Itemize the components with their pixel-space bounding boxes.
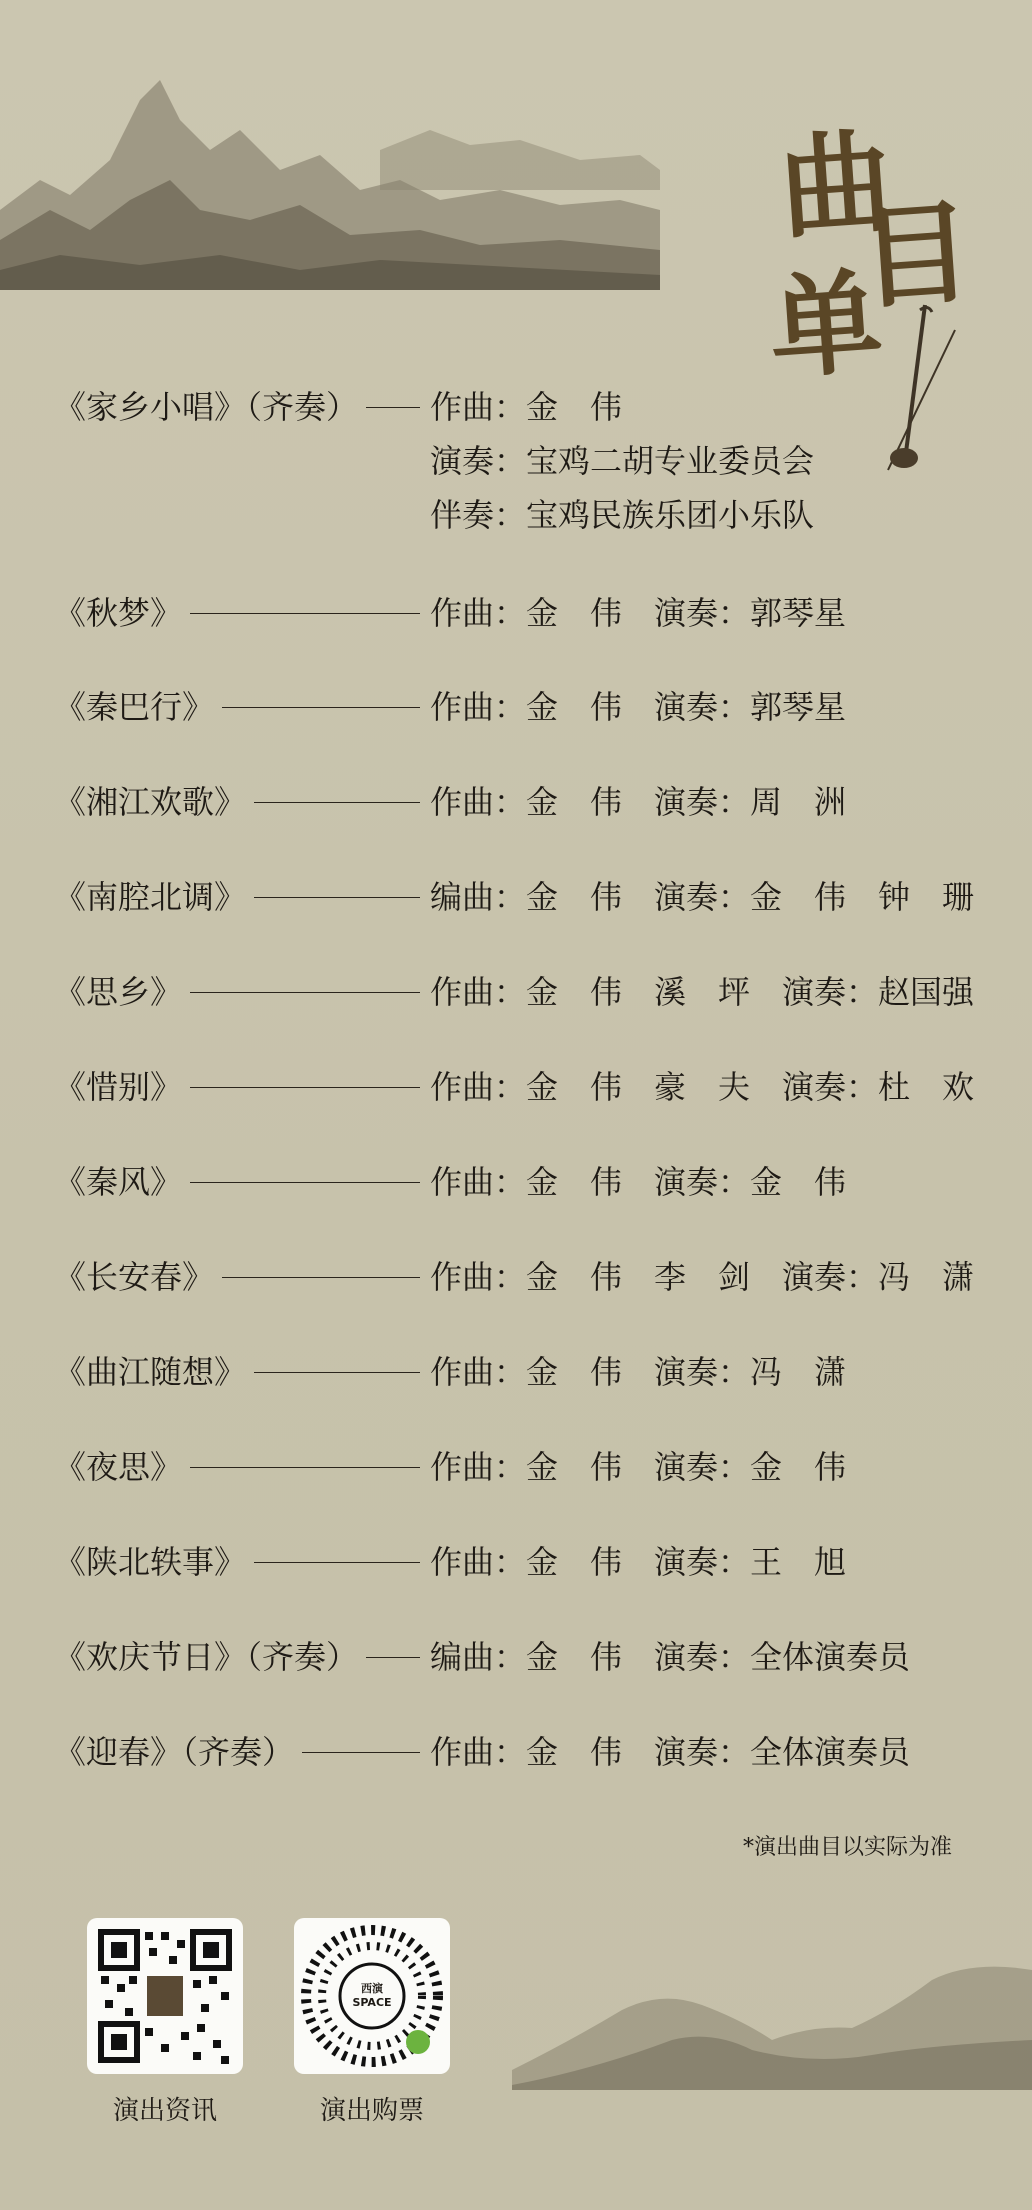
piece-name: 《思乡》 xyxy=(54,973,183,1011)
landscape-painting-top xyxy=(0,60,660,290)
program-item xyxy=(54,1440,430,1494)
leader-line xyxy=(190,1087,420,1088)
piece-credit: 作曲：金 伟 豪 夫 演奏：杜 欢 xyxy=(430,1068,975,1106)
leader-line xyxy=(254,897,420,898)
leader-line xyxy=(254,802,420,803)
piece-credit: 演奏：宝鸡二胡专业委员会 xyxy=(430,442,815,480)
program-item xyxy=(54,1060,430,1114)
program-item xyxy=(54,1345,430,1399)
landscape-hills-bottom xyxy=(512,1950,1032,2090)
program-item xyxy=(54,680,430,734)
piece-credit: 作曲：金 伟 演奏：冯 潇 xyxy=(430,1353,847,1391)
piece-name: 《秋梦》 xyxy=(54,594,183,632)
program-item xyxy=(54,775,430,829)
program-item xyxy=(54,1250,430,1304)
leader-line xyxy=(366,407,420,408)
piece-name: 《家乡小唱》（齐奏） xyxy=(54,388,359,426)
qr-label-ticket: 演出购票 xyxy=(319,2096,424,2126)
qr-code-info[interactable] xyxy=(87,1918,243,2074)
piece-name: 《惜别》 xyxy=(54,1068,183,1106)
piece-credit: 作曲：金 伟 演奏：金 伟 xyxy=(430,1448,847,1486)
piece-name: 《迎春》（齐奏） xyxy=(54,1733,295,1771)
piece-credit: 作曲：金 伟 xyxy=(430,388,623,426)
program-item xyxy=(54,586,430,640)
erhu-icon xyxy=(880,300,970,480)
piece-name: 《秦巴行》 xyxy=(54,688,215,726)
leader-line xyxy=(190,992,420,993)
piece-name: 《欢庆节日》（齐奏） xyxy=(54,1638,359,1676)
program-item xyxy=(54,1155,430,1209)
leader-line xyxy=(190,1182,420,1183)
qr-code-ticket[interactable] xyxy=(294,1918,450,2074)
leader-line xyxy=(254,1372,420,1373)
logo-text: 西演 SPACE xyxy=(352,1982,392,2009)
piece-credit: 作曲：金 伟 李 剑 演奏：冯 潇 xyxy=(430,1258,975,1296)
program-item xyxy=(54,1630,430,1684)
piece-name: 《湘江欢歌》 xyxy=(54,783,247,821)
program-item xyxy=(54,1535,430,1589)
piece-credit: 伴奏：宝鸡民族乐团小乐队 xyxy=(430,496,815,534)
piece-credit: 作曲：金 伟 演奏：周 洲 xyxy=(430,783,847,821)
piece-name: 《秦风》 xyxy=(54,1163,183,1201)
piece-name: 《陕北轶事》 xyxy=(54,1543,247,1581)
disclaimer-note: *演出曲目以实际为准 xyxy=(742,1835,952,1860)
program-item xyxy=(54,1725,430,1779)
leader-line xyxy=(366,1657,420,1658)
piece-credit: 作曲：金 伟 演奏：郭琴星 xyxy=(430,688,847,726)
piece-name: 《南腔北调》 xyxy=(54,878,247,916)
title-char-mu: 目 xyxy=(855,186,977,325)
leader-line xyxy=(222,1277,420,1278)
program-item xyxy=(54,870,430,924)
program-item xyxy=(54,380,430,434)
leader-line xyxy=(302,1752,420,1753)
leader-line xyxy=(190,613,420,614)
piece-credit: 编曲：金 伟 演奏：金 伟 钟 珊 xyxy=(430,878,975,916)
piece-credit: 作曲：金 伟 演奏：金 伟 xyxy=(430,1163,847,1201)
piece-credit: 作曲：金 伟 演奏：王 旭 xyxy=(430,1543,847,1581)
piece-name: 《曲江随想》 xyxy=(54,1353,247,1391)
leader-line xyxy=(190,1467,420,1468)
piece-name: 《长安春》 xyxy=(54,1258,215,1296)
piece-credit: 作曲：金 伟 演奏：全体演奏员 xyxy=(430,1733,911,1771)
program-item xyxy=(54,965,430,1019)
title-char-qu: 曲 xyxy=(775,116,897,255)
piece-credit: 作曲：金 伟 演奏：郭琴星 xyxy=(430,594,847,632)
qr-label-info: 演出资讯 xyxy=(112,2096,217,2126)
qr-code-icon xyxy=(87,1918,243,2074)
piece-credit: 编曲：金 伟 演奏：全体演奏员 xyxy=(430,1638,911,1676)
piece-credit: 作曲：金 伟 溪 坪 演奏：赵国强 xyxy=(430,973,975,1011)
leader-line xyxy=(254,1562,420,1563)
title-char-dan: 单 xyxy=(765,256,887,395)
piece-name: 《夜思》 xyxy=(54,1448,183,1486)
leader-line xyxy=(222,707,420,708)
